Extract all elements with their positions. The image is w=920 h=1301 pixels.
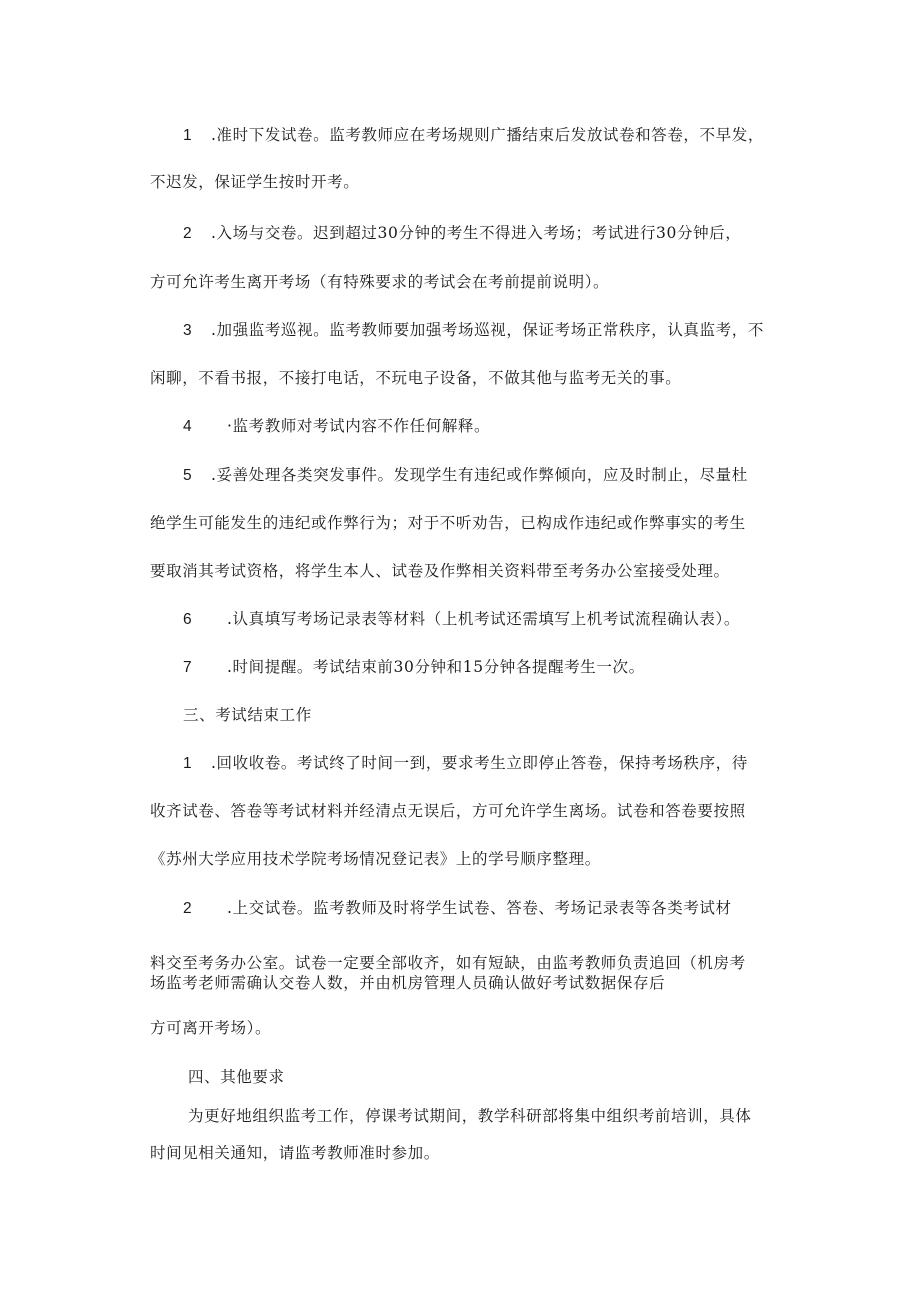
item-4-text: ·监考教师对考试内容不作任何解释。 (227, 417, 491, 435)
s3-item-2-number: 2 (183, 900, 193, 917)
s3-item-1-text: .回收收卷。考试终了时间一到，要求考生立即停止答卷，保持考场秩序，待 (211, 754, 748, 772)
section-4-heading: 四、其他要求 (188, 1068, 285, 1086)
s3-item-2-line-2: 料交至考务办公室。试卷一定要全部收齐，如有短缺，由监考教师负责追回（机房考 (150, 954, 746, 972)
s3-item-2-line-4: 方可离开考场）。 (150, 1019, 272, 1037)
item-3-line-2: 闲聊，不看书报，不接打电话，不玩电子设备，不做其他与监考无关的事。 (150, 369, 682, 387)
item-6-text: .认真填写考场记录表等材料（上机考试还需填写上机考试流程确认表）。 (227, 610, 740, 628)
item-2-line-2: 方可允许考生离开考场（有特殊要求的考试会在考前提前说明）。 (150, 273, 610, 291)
item-5-line-1 (183, 465, 748, 486)
item-6-line-1 (183, 609, 740, 630)
item-2-line-1 (183, 223, 741, 244)
item-7-number: 7 (183, 659, 193, 676)
item-7-text: .时间提醒。考试结束前30分钟和15分钟各提醒考生一次。 (227, 658, 645, 676)
s3-item-1-line-1 (183, 753, 748, 774)
s3-item-2-text: .上交试卷。监考教师及时将学生试卷、答卷、考场记录表等各类考试材 (227, 899, 732, 917)
item-1-text: .准时下发试卷。监考教师应在考场规则广播结束后发放试卷和答卷，不早发， (211, 126, 764, 144)
item-5-line-3: 要取消其考试资格，将学生本人、试卷及作弊相关资料带至考务办公室接受处理。 (150, 562, 730, 580)
s3-item-2-line-1 (183, 898, 732, 919)
s3-item-2-line-3: 场监考老师需确认交卷人数，并由机房管理人员确认做好考试数据保存后 (150, 974, 666, 992)
item-1-line-2: 不迟发，保证学生按时开考。 (150, 173, 360, 191)
s3-item-1-number: 1 (183, 755, 193, 772)
s3-item-1-line-2: 收齐试卷、答卷等考试材料并经清点无误后，方可允许学生离场。试卷和答卷要按照 (150, 802, 746, 820)
section-4-line-1: 为更好地组织监考工作，停课考试期间，教学科研部将集中组织考前培训，具体 (188, 1107, 752, 1125)
section-3-heading: 三、考试结束工作 (183, 706, 312, 724)
item-6-number: 6 (183, 611, 193, 628)
item-5-text: .妥善处理各类突发事件。发现学生有违纪或作弊倾向，应及时制止，尽量杜 (211, 466, 748, 484)
item-4-number: 4 (183, 418, 193, 435)
section-4-line-2: 时间见相关通知，请监考教师准时参加。 (150, 1144, 440, 1162)
item-4-line-1 (183, 416, 490, 437)
s3-item-1-line-3: 《苏州大学应用技术学院考场情况登记表》上的学号顺序整理。 (150, 850, 601, 868)
item-5-line-2: 绝学生可能发生的违纪或作弊行为；对于不听劝告，已构成作违纪或作弊事实的考生 (150, 514, 746, 532)
item-3-number: 3 (183, 322, 193, 339)
item-2-text: .入场与交卷。迟到超过30分钟的考生不得进入考场；考试进行30分钟后， (211, 224, 742, 242)
item-1-line-1 (183, 125, 764, 146)
item-3-text: .加强监考巡视。监考教师要加强考场巡视，保证考场正常秩序，认真监考，不 (211, 321, 764, 339)
item-1-number: 1 (183, 127, 193, 144)
item-3-line-1 (183, 320, 764, 341)
item-5-number: 5 (183, 467, 193, 484)
item-7-line-1 (183, 657, 645, 678)
item-2-number: 2 (183, 225, 193, 242)
